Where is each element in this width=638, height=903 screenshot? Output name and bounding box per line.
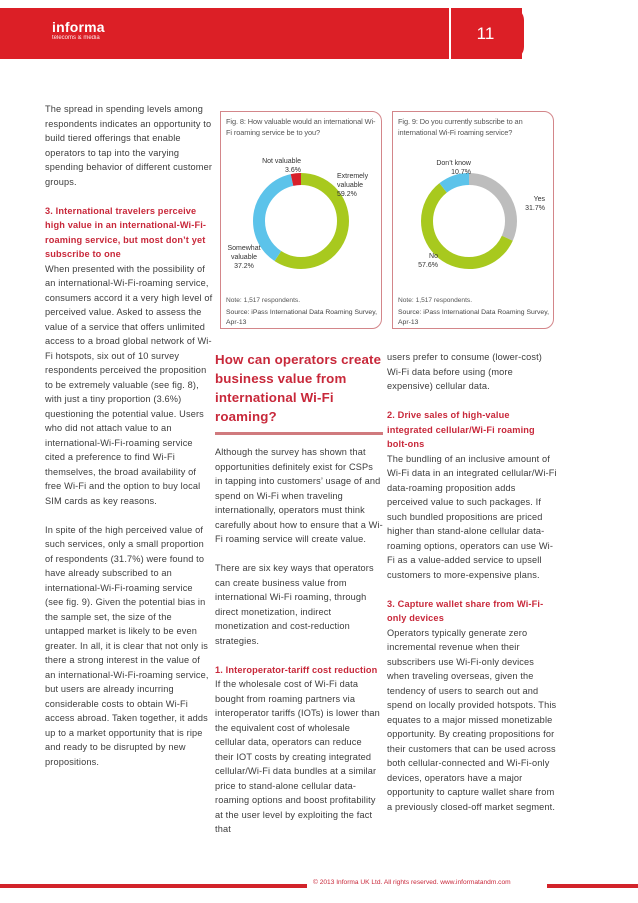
footer-rule-left [0,884,307,888]
paragraph: Operators typically generate zero incremental revenue when their subscribers use Wi-Fi-only devices when traveling overseas, given the tendency of users to search out and spend on locally provided hotspots. This equates to a major missed monetizable opportunity. By creating propositions for their customers that can be used across both cellular-connected and Wi-Fi-only devices, operators have a major opportunity to capture wallet share from a previously closed-off market segment. [387,627,557,812]
label-no: No 57.6% [418,253,438,269]
subheading: 1. Interoperator-tariff cost reduction [215,664,378,675]
figure-source: Source: iPass International Data Roaming Survey, Apr-13 [226,309,377,326]
section-heading: How can operators create business value from international Wi-Fi roaming? [215,352,382,424]
figure-note: Note: 1,517 respondents. [226,297,301,304]
subheading: 2. Drive sales of high-value integrated cellular/Wi-Fi roaming bolt-ons [387,410,535,449]
subheading: 3. Capture wallet share from Wi-Fi-only devices [387,598,544,623]
paragraph: users prefer to consume (lower-cost) Wi-Fi data before using (more expensive) cellular data. [387,352,543,391]
paragraph: When presented with the possibility of an international-Wi-Fi-roaming service, consumers accord it a very high level of perceived value. Asked to assess the value of a service that offers unlimited access to a broad global network of Wi-Fi hotspots, six out of 10 survey respondents perceived the proposition to be extremely valuable (see fig. 8), with just a tiny proportion (3.6%) questioning the potential value. Users who did not attach value to an international-Wi-Fi-roaming service cited a preference to find Wi-Fi themselves, the broad availability of free Wi-Fi and the option to buy local SIM cards as key reasons. [45,263,213,506]
column-3 [387,350,557,829]
column-1 [45,102,213,784]
figure-note: Note: 1,517 respondents. [398,297,473,304]
footer-copyright: © 2013 Informa UK Ltd. All rights reserved. www.informatandm.com [313,879,511,886]
footer-rule-right [547,884,638,888]
label-dont-know: Don’t know 10.7% [436,160,471,176]
heading-rule [215,432,383,435]
brand-subtitle: telecoms & media [52,35,100,41]
label-somewhat-valuable: Somewhat valuable 37.2% [227,245,261,270]
label-yes: Yes 31.7% [525,196,545,212]
figure-9-box [392,111,554,329]
paragraph: If the wholesale cost of Wi-Fi data bought from roaming partners via interoperator tariffs (IOTs) is lower than the equivalent cost of wholesale cellular data, operators can reduce their IOT costs by creating integrated cellular/Wi-Fi data bundles at a similar price to stand-alone cellular data-roaming options and boost profitability at the user level by exploiting the fact that [215,679,380,834]
paragraph: The spread in spending levels among respondents indicates an opportunity to build tiered offerings that enable operators to tap into the varying spending behavior of different customer groups. [45,104,213,187]
column-2 [215,350,383,851]
paragraph: In spite of the high perceived value of such services, only a small proportion of respondents (31.7%) were found to have already subscribed to an international-Wi-Fi-roaming service (see fig. 9). Given the potential bias in the sample set, the size of the untapped market is likely to be even greater. In all, it is clear that not only is there a strong interest in the value of an international-Wi-Fi-roaming service, but users are already incurring considerable costs to obtain Wi-Fi access abroad. Taken together, it adds up to a market opportunity that is ripe and ready to be disrupted by new propositions. [45,524,209,767]
figure-8-box [220,111,382,329]
figure-source: Source: iPass International Data Roaming Survey, Apr-13 [398,309,549,326]
figure-title: Fig. 8: How valuable would an international Wi-Fi roaming service be to you? [226,117,376,137]
paragraph: There are six key ways that operators can create business value from international Wi-Fi roaming, through direct monetization, indirect monetization and cost-reduction strategies. [215,563,374,646]
subheading: 3. International travelers perceive high value in an international-Wi-Fi-roaming service, but most don’t yet subscribe to one [45,205,207,259]
informa-logo [52,20,105,42]
label-not-valuable: Not valuable 3.6% [262,158,301,174]
donut-chart-fig8 [251,171,351,271]
paragraph: Although the survey has shown that opportunities definitely exist for CSPs in tapping into customers’ usage of and spend on Wi-Fi when traveling internationally, operators must think carefully about how to ensure that a Wi-Fi roaming service will create value. [215,447,383,544]
brand-name: informa [52,19,105,35]
page-number: 11 [476,24,495,43]
figure-title: Fig. 9: Do you currently subscribe to an international Wi-Fi roaming service? [398,117,523,137]
paragraph: The bundling of an inclusive amount of Wi-Fi data in an integrated cellular/Wi-Fi data-roaming proposition adds perceived value to such packages. If such bundled propositions are priced higher than stand-alone cellular data-roaming options, operators can use Wi-Fi as a value-added service to upsell customers to more-expensive plans. [387,453,557,580]
label-extremely-valuable: Extremely valuable 59.2% [337,173,369,198]
